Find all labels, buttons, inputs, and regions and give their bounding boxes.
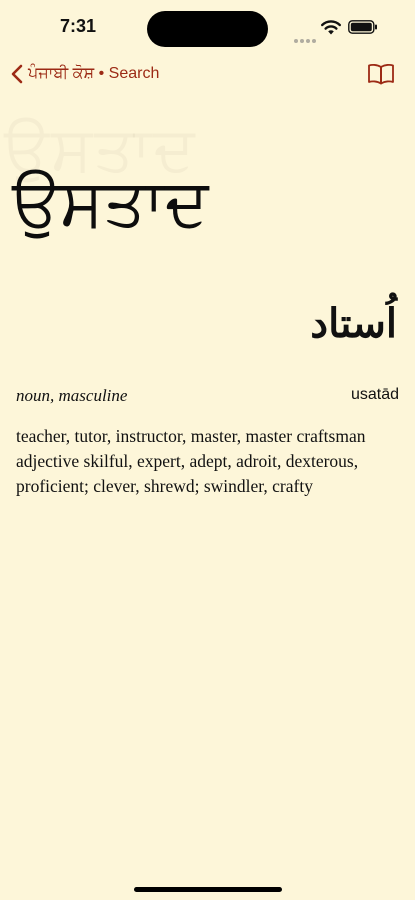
wifi-icon [320,18,342,36]
navigation-bar [0,56,415,92]
dynamic-island [147,11,268,47]
back-button[interactable] [10,62,159,86]
definition-text: teacher, tutor, instructor, master, master craftsman adjective skilful, expert, adept, adroit, dexterous, proficient; clever, shrewd; swindler, crafty [16,426,366,496]
headword-watermark: ਉਸਤਾਦ [4,112,197,185]
part-of-speech: noun, masculine [16,386,128,405]
cellular-signal-icon [294,28,318,34]
battery-icon [348,20,378,34]
status-time: 7:31 [60,16,97,36]
headword: ਉਸਤਾਦ [12,164,209,241]
shahmukhi-spelling: اُستاد [310,300,397,347]
chevron-left-icon [10,64,24,84]
status-bar [0,0,415,56]
home-indicator [134,887,282,892]
back-button-label: ਪੰਜਾਬੀ ਕੋਸ਼ • Search [28,65,160,82]
entry-meta-row [16,386,399,410]
book-icon[interactable] [367,62,395,86]
transliteration: usatād [350,386,399,403]
